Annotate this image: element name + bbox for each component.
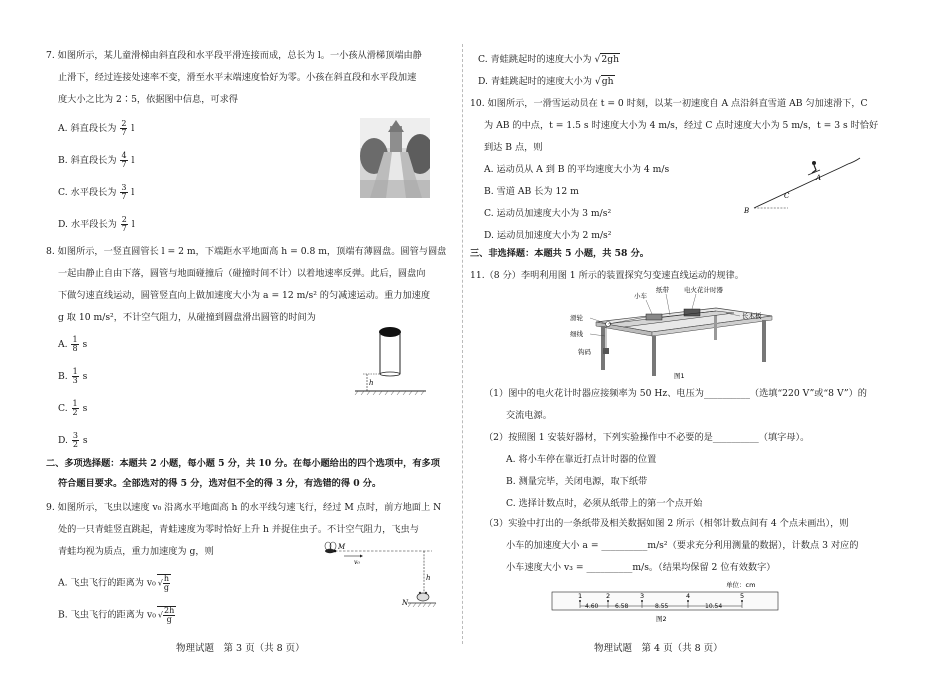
- q7-option-b[interactable]: B. 斜直段长为 $\frac{4}{7}$ l: [58, 151, 135, 169]
- page-divider: [462, 44, 463, 644]
- q7-stem-line-3: 度大小之比为 2∶5，依据图中信息，可求得: [58, 94, 238, 105]
- segment-label-2: 6.58: [615, 603, 629, 610]
- cart-shape: [646, 314, 662, 320]
- q7-stem-line-1: 7. 如图所示，某儿童滑梯由斜直段和水平段平滑连接而成，总长为 l。一小孩从滑梯顶端由静: [46, 50, 422, 61]
- q11-part-1-line-1: （1）图中的电火花计时器应接频率为 50 Hz、电压为__________（选填“220 V”或“8 V”）的: [484, 388, 867, 399]
- sqrt-symbol: √: [594, 54, 601, 65]
- section-2-heading-line-2: 符合题目要求。全部选对的得 5 分，选对但不全的得 3 分，有选错的得 0 分。: [58, 478, 382, 489]
- q8-option-b-fraction: $\frac{1}{3}$: [72, 367, 78, 385]
- c-label: C: [784, 192, 790, 200]
- label-pulley: 滑轮: [570, 314, 583, 322]
- q7-option-c-fraction: $\frac{3}{7}$: [121, 183, 127, 201]
- bug-frog-figure: [320, 540, 440, 610]
- q10-option-b[interactable]: B. 雪道 AB 长为 12 m: [484, 186, 579, 197]
- q11-part-2: （2）按照图 1 安装好器材，下列实验操作中不必要的是__________（填字母）。: [484, 432, 810, 443]
- q9-stem-line-2: 处的一只青蛙竖直跳起，青蛙速度为零时恰好上升 h 并捉住虫子。不计空气阻力，飞虫与: [58, 524, 419, 535]
- h-label: h: [426, 574, 431, 582]
- segment-label-4: 10.54: [705, 603, 723, 610]
- q11-part-3-line-3: 小车速度大小 v₃ = __________m/s。（结果均保留 2 位有效数字）: [506, 562, 776, 573]
- q9-option-a-sqrt: √ $\frac{h}{g}$: [157, 574, 170, 592]
- segment-label-3: 8.55: [655, 603, 669, 610]
- h-label: h: [369, 379, 374, 387]
- q10-stem-line-1: 10. 如图所示，一滑雪运动员在 t = 0 时刻，以某一初速度自 A 点沿斜直雪道 AB 匀加速滑下，C: [470, 98, 868, 109]
- q9-option-d[interactable]: D. 青蛙跳起时的速度大小为 √gh: [478, 76, 614, 87]
- right-page-footer: 物理试题 第 4 页（共 8 页）: [594, 643, 723, 654]
- m-label: M: [338, 543, 346, 551]
- point-label-5: 5: [740, 592, 745, 600]
- n-label: N: [402, 599, 409, 607]
- q9-option-d-radicand: gh: [601, 76, 614, 87]
- q7-option-c-text: C. 水平段长为: [58, 187, 117, 198]
- q7-option-b-text: B. 斜直段长为: [58, 155, 117, 166]
- q7-option-a-text: A. 斜直段长为: [58, 123, 117, 134]
- label-board: 长木板: [742, 312, 762, 320]
- q8-option-c[interactable]: C. $\frac{1}{2}$ s: [58, 399, 88, 417]
- q9-stem-line-3: 青蛙均视为质点，重力加速度为 g，则: [58, 546, 214, 557]
- q10-stem-line-3: 到达 B 点，则: [484, 142, 543, 153]
- tape-dot: [741, 600, 743, 602]
- q10-stem-line-2: 为 AB 的中点，t = 1.5 s 时速度大小为 4 m/s，经过 C 点时速度大小为 5 m/s，t = 3 s 时恰好: [484, 120, 879, 131]
- table-leg: [652, 336, 656, 376]
- tape-dot: [579, 600, 581, 602]
- q8-stem-line-1: 8. 如图所示，一竖直圆管长 l = 2 m，下端距水平地面高 h = 0.8 m，顶端有薄圆盘。圆管与圆盘: [46, 246, 447, 257]
- label-tape: 纸带: [656, 286, 669, 294]
- label-string: 细线: [570, 330, 583, 338]
- disk-shape: [379, 327, 401, 337]
- label-car: 小车: [634, 292, 647, 300]
- falling-tube-figure: [350, 322, 430, 398]
- q11-part-2-option-b[interactable]: B. 测量完毕，关闭电源，取下纸带: [506, 476, 648, 487]
- q11-part-3-line-1: （3）实验中打出的一条纸带及相关数据如图 2 所示（相邻计数点间有 4 个点未画出），则: [484, 518, 849, 529]
- q7-option-d-text: D. 水平段长为: [58, 219, 117, 230]
- slide-photo: [360, 118, 430, 198]
- ski-slope-figure: [736, 152, 866, 218]
- segment-label-1: 4.60: [585, 603, 599, 610]
- q8-option-a[interactable]: A. $\frac{1}{8}$ s: [58, 335, 88, 353]
- slope-line: [754, 158, 860, 208]
- q8-option-c-fraction: $\frac{1}{2}$: [72, 399, 78, 417]
- q8-stem-line-3: 下做匀速直线运动，圆管竖直向上做加速度大小为 a = 12 m/s² 的匀减速运动。重力加速度: [58, 290, 431, 301]
- q9-option-b-sqrt: √ $\frac{2h}{g}$: [157, 606, 175, 624]
- q9-option-c-radicand: 2gh: [601, 54, 620, 65]
- figure-2-caption: 图2: [656, 615, 667, 623]
- q8-option-d-fraction: $\frac{3}{2}$: [72, 431, 78, 449]
- label-timer: 电火花计时器: [684, 286, 723, 294]
- tape-dot: [687, 600, 689, 602]
- q9-stem-line-1: 9. 如图所示，飞虫以速度 v₀ 沿离水平地面高 h 的水平线匀速飞行，经过 M 点时，前方地面上 N: [46, 502, 442, 513]
- left-page: [0, 0, 460, 688]
- q11-part-1-line-2: 交流电源。: [506, 410, 552, 421]
- q7-option-b-fraction: $\frac{4}{7}$: [121, 151, 127, 169]
- q11-part-2-option-c[interactable]: C. 选择计数点时，必须从纸带上的第一个点开始: [506, 498, 703, 509]
- q7-option-d-fraction: $\frac{2}{7}$: [121, 215, 127, 233]
- section-2-heading-line-1: 二、多项选择题：本题共 2 小题，每小题 5 分，共 10 分。在每小题给出的四个选项中，有多项: [46, 458, 440, 469]
- skier-icon: [808, 161, 820, 175]
- q11-part-2-option-a[interactable]: A. 将小车停在靠近打点计时器的位置: [506, 454, 657, 465]
- q11-stem: 11.（8 分）李明利用图 1 所示的装置探究匀变速直线运动的规律。: [470, 270, 744, 281]
- a-label: A: [816, 174, 822, 182]
- table-leg: [714, 312, 717, 340]
- q8-stem-line-2: 一起由静止自由下落，圆管与地面碰撞后（碰撞时间不计）以着地速率反弹。此后，圆盘向: [58, 268, 426, 279]
- q10-option-d[interactable]: D. 运动员加速度大小为 2 m/s²: [484, 230, 612, 241]
- q8-option-b[interactable]: B. $\frac{1}{3}$ s: [58, 367, 88, 385]
- q9-option-b[interactable]: B. 飞虫飞行的距离为 v₀ √ $\frac{2h}{g}$: [58, 606, 175, 624]
- q10-option-c[interactable]: C. 运动员加速度大小为 3 m/s²: [484, 208, 612, 219]
- timer-shape: [684, 309, 700, 316]
- b-label: B: [744, 207, 750, 215]
- q8-option-a-fraction: $\frac{1}{8}$: [72, 335, 78, 353]
- point-label-1: 1: [578, 592, 583, 600]
- q8-stem-line-4: g 取 10 m/s²，不计空气阻力，从碰撞到圆盘滑出圆管的时间为: [58, 312, 316, 323]
- right-page: [466, 0, 950, 688]
- weight-shape: [603, 348, 609, 354]
- apparatus-figure: [566, 284, 786, 382]
- q7-stem-line-2: 止滑下，经过连接处速率不变，滑至水平末端速度恰好为零。小孩在斜直段和水平段加速: [58, 72, 417, 83]
- figure-1-caption: 图1: [674, 372, 685, 380]
- point-label-3: 3: [640, 592, 645, 600]
- q11-part-3-line-2: 小车的加速度大小 a = __________m/s²（要求充分利用测量的数据），计数点 3 对应的: [506, 540, 859, 551]
- v0-label: v₀: [354, 559, 360, 566]
- section-3-heading: 三、非选择题：本题共 5 小题，共 58 分。: [470, 248, 649, 259]
- frog-icon: [417, 592, 429, 601]
- q10-option-a[interactable]: A. 运动员从 A 到 B 的平均速度大小为 4 m/s: [484, 164, 670, 175]
- point-label-4: 4: [686, 592, 691, 600]
- label-weight: 钩码: [578, 348, 591, 356]
- table-leg: [762, 320, 766, 362]
- unit-label: 单位：cm: [726, 581, 756, 589]
- q9-option-a[interactable]: A. 飞虫飞行的距离为 v₀ √ $\frac{h}{g}$: [58, 574, 170, 592]
- q8-option-d[interactable]: D. $\frac{3}{2}$ s: [58, 431, 88, 449]
- q7-option-c[interactable]: C. 水平段长为 $\frac{3}{7}$ l: [58, 183, 135, 201]
- tape-dot: [641, 600, 643, 602]
- left-page-footer: 物理试题 第 3 页（共 8 页）: [176, 643, 305, 654]
- tape-dot: [607, 600, 609, 602]
- q7-option-a[interactable]: A. 斜直段长为 $\frac{2}{7}$ l: [58, 119, 135, 137]
- q9-option-c[interactable]: C. 青蛙跳起时的速度大小为 √2gh: [478, 54, 620, 65]
- q7-option-d[interactable]: D. 水平段长为 $\frac{2}{7}$ l: [58, 215, 135, 233]
- point-label-2: 2: [606, 592, 611, 600]
- sqrt-symbol: √: [594, 76, 601, 87]
- tape-figure: [550, 580, 780, 626]
- q7-option-a-fraction: $\frac{2}{7}$: [121, 119, 127, 137]
